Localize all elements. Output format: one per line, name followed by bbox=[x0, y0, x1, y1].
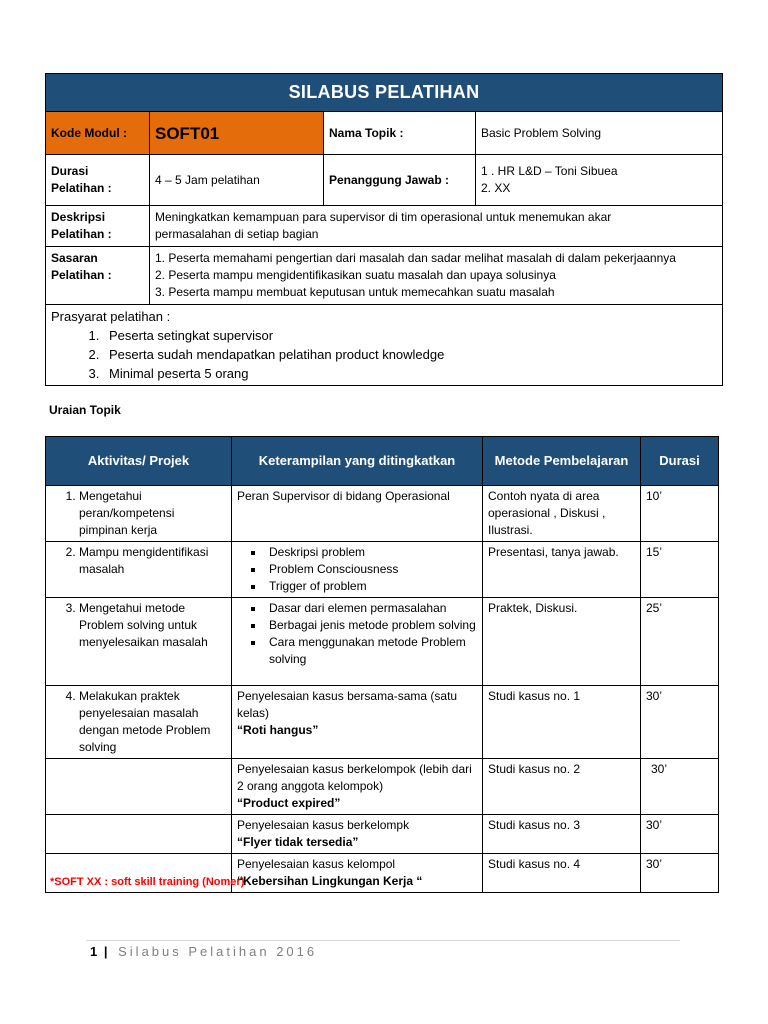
sasaran-item: 2. Peserta mampu mengidentifikasikan suatu masalah dan upaya solusinya bbox=[155, 268, 556, 282]
method-cell: Presentasi, tanya jawab. bbox=[483, 542, 641, 598]
duration-cell: 30’ bbox=[641, 686, 719, 759]
prasyarat-section bbox=[46, 305, 723, 386]
page-number: 1 bbox=[90, 944, 98, 959]
kode-modul-value: SOFT01 bbox=[150, 112, 324, 155]
method-cell: Studi kasus no. 1 bbox=[483, 686, 641, 759]
penanggung-jawab-value: 1 . HR L&D – Toni Sibuea 2. XX bbox=[476, 155, 723, 206]
skill-bullet: ▪ Cara menggunakan metode Problem solving bbox=[265, 634, 477, 668]
page-footer bbox=[90, 944, 317, 959]
nama-topik-value: Basic Problem Solving bbox=[476, 112, 723, 155]
duration-cell: 30’ bbox=[641, 854, 719, 893]
prasyarat-label: Prasyarat pelatihan : bbox=[51, 309, 171, 324]
column-header-durasi: Durasi bbox=[641, 437, 719, 486]
table-row bbox=[46, 542, 719, 598]
skill-cell: Peran Supervisor di bidang Operasional bbox=[232, 486, 483, 542]
skill-bullet: ▪ Deskripsi problem bbox=[265, 544, 477, 561]
prasyarat-item: 2. Peserta sudah mendapatkan pelatihan product knowledge bbox=[103, 345, 717, 364]
table-row bbox=[46, 486, 719, 542]
duration-cell: 25’ bbox=[641, 598, 719, 686]
method-cell: Studi kasus no. 3 bbox=[483, 815, 641, 854]
sasaran-label: Sasaran Pelatihan : bbox=[46, 247, 150, 305]
skill-bullet: ▪ Problem Consciousness bbox=[265, 561, 477, 578]
prasyarat-item: 3. Minimal peserta 5 orang bbox=[103, 364, 717, 383]
skill-cell bbox=[232, 598, 483, 686]
footer-divider bbox=[86, 940, 680, 941]
footer-separator: | bbox=[103, 944, 108, 959]
activity-cell bbox=[46, 759, 232, 815]
skill-bullet: ▪ Dasar dari elemen permasalahan bbox=[265, 600, 477, 617]
skill-cell: Penyelesaian kasus berkelompok (lebih dari 2 orang anggota kelompok) “Product expired” bbox=[232, 759, 483, 815]
footnote: *SOFT XX : soft skill training (Nomer) bbox=[50, 876, 245, 888]
method-cell: Studi kasus no. 2 bbox=[483, 759, 641, 815]
penanggung-jawab-label: Penanggung Jawab : bbox=[324, 155, 476, 206]
uraian-topik-heading: Uraian Topik bbox=[49, 403, 121, 417]
method-cell: Praktek, Diskusi. bbox=[483, 598, 641, 686]
duration-cell: 30’ bbox=[641, 815, 719, 854]
skill-bullet: ▪ Berbagai jenis metode problem solving bbox=[265, 617, 477, 634]
sasaran-value bbox=[150, 247, 723, 305]
method-cell: Contoh nyata di area operasional , Diskusi , Ilustrasi. bbox=[483, 486, 641, 542]
sasaran-item: 1. Peserta memahami pengertian dari masalah dan sadar melihat masalah di dalam pekerjaannya bbox=[155, 251, 676, 265]
duration-cell: 10’ bbox=[641, 486, 719, 542]
activity-cell bbox=[46, 815, 232, 854]
activity-cell: 3. Mengetahui metode Problem solving untuk menyelesaikan masalah bbox=[46, 598, 232, 686]
method-cell: Studi kasus no. 4 bbox=[483, 854, 641, 893]
prasyarat-list bbox=[51, 326, 717, 383]
table-row bbox=[46, 759, 719, 815]
duration-cell: 15’ bbox=[641, 542, 719, 598]
table-row bbox=[46, 815, 719, 854]
skill-cell: Penyelesaian kasus berkelompk “Flyer tidak tersedia” bbox=[232, 815, 483, 854]
skill-cell bbox=[232, 542, 483, 598]
column-header-metode: Metode Pembelajaran bbox=[483, 437, 641, 486]
activity-cell: 2. Mampu mengidentifikasi masalah bbox=[46, 542, 232, 598]
skill-cell: Penyelesaian kasus kelompol “Kebersihan Lingkungan Kerja “ bbox=[232, 854, 483, 893]
nama-topik-label: Nama Topik : bbox=[324, 112, 476, 155]
column-header-aktivitas: Aktivitas/ Projek bbox=[46, 437, 232, 486]
skill-cell: Penyelesaian kasus bersama-sama (satu kelas) “Roti hangus” bbox=[232, 686, 483, 759]
prasyarat-item: 1. Peserta setingkat supervisor bbox=[103, 326, 717, 345]
table-row bbox=[46, 686, 719, 759]
deskripsi-value: Meningkatkan kemampuan para supervisor di tim operasional untuk menemukan akar permasalahan di setiap bagian bbox=[150, 206, 723, 247]
table-row bbox=[46, 598, 719, 686]
skill-bullet: ▪ Trigger of problem bbox=[265, 578, 477, 595]
syllabus-header-table bbox=[45, 73, 723, 386]
activity-cell: 4. Melakukan praktek penyelesaian masalah dengan metode Problem solving bbox=[46, 686, 232, 759]
column-header-keterampilan: Keterampilan yang ditingkatkan bbox=[232, 437, 483, 486]
footer-text: Silabus Pelatihan 2016 bbox=[118, 944, 318, 959]
durasi-label: Durasi Pelatihan : bbox=[46, 155, 150, 206]
duration-cell: 30’ bbox=[641, 759, 719, 815]
kode-modul-label: Kode Modul : bbox=[46, 112, 150, 155]
activity-cell: 1. Mengetahui peran/kompetensi pimpinan kerja bbox=[46, 486, 232, 542]
page-title: SILABUS PELATIHAN bbox=[46, 74, 723, 112]
sasaran-item: 3. Peserta mampu membuat keputusan untuk memecahkan suatu masalah bbox=[155, 285, 555, 299]
durasi-value: 4 – 5 Jam pelatihan bbox=[150, 155, 324, 206]
deskripsi-label: Deskripsi Pelatihan : bbox=[46, 206, 150, 247]
uraian-topik-table bbox=[45, 436, 719, 893]
